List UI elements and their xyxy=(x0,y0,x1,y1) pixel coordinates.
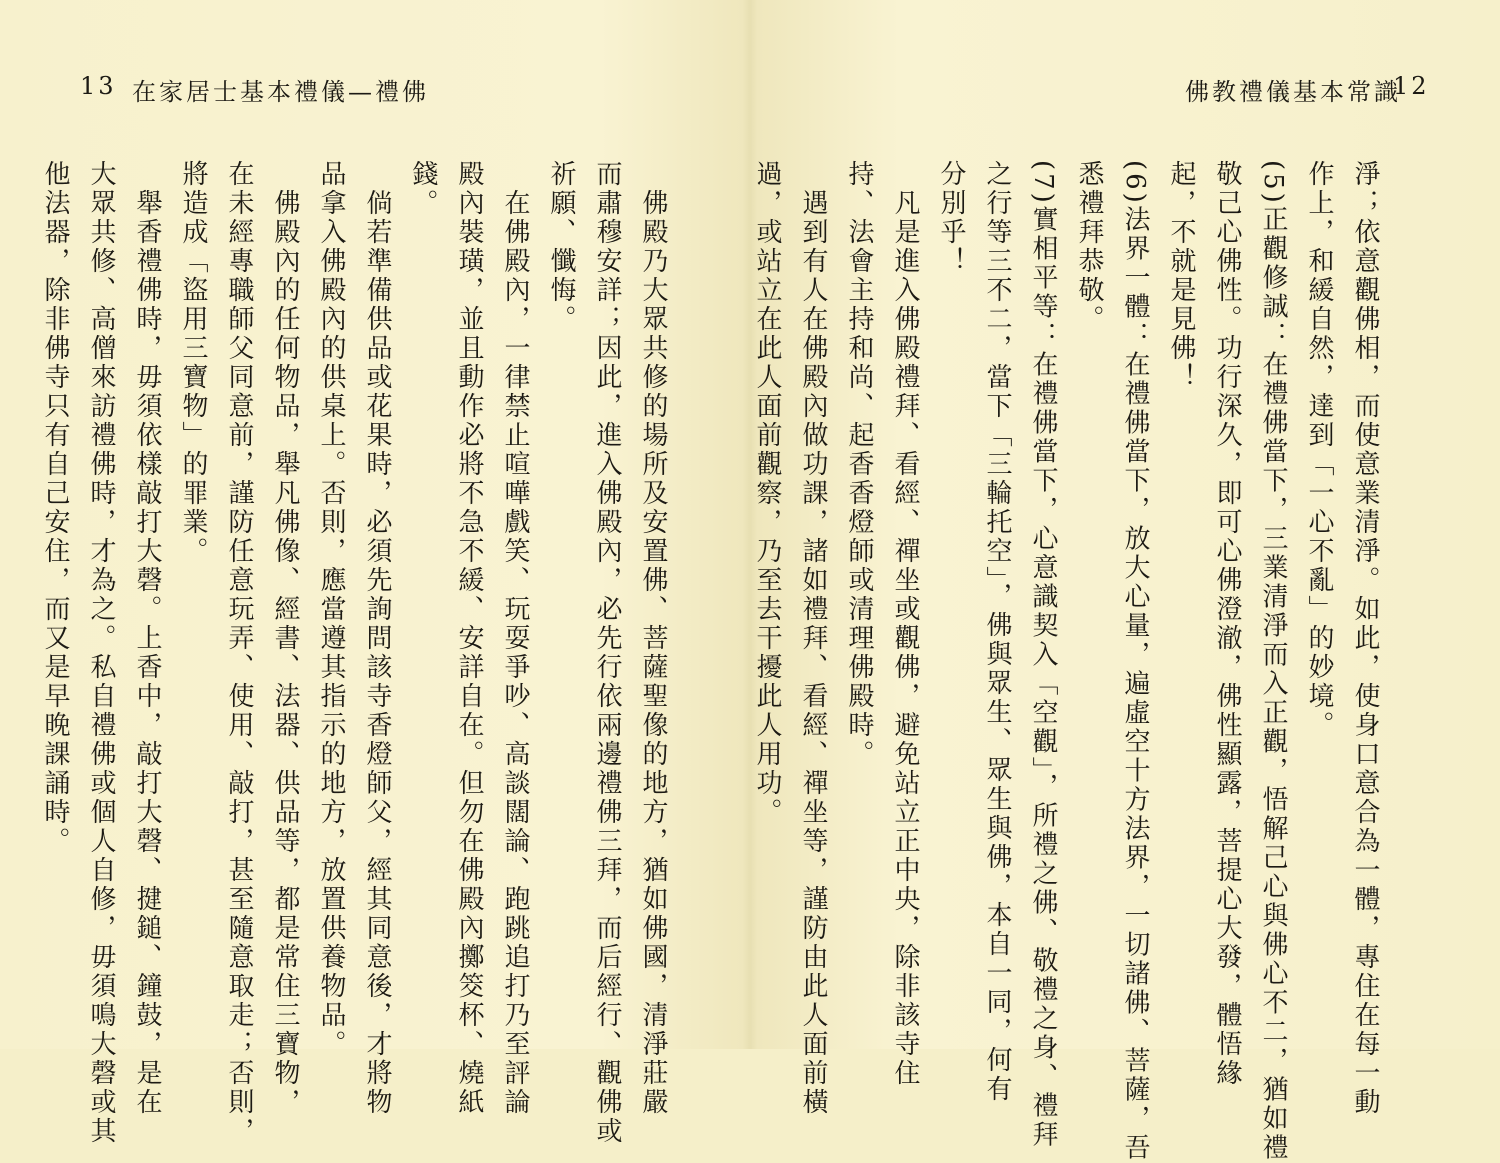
text-column: 大眾共修、高僧來訪禮佛時，才為之。私自禮佛或個人自修，毋須鳴大磬或其 xyxy=(86,160,116,1146)
text-column: 品拿入佛殿內的供桌上。否則，應當遵其指示的地方，放置供養物品。 xyxy=(316,160,346,1059)
body-text xyxy=(752,160,1388,1163)
text-column: 他法器，除非佛寺只有自己安住，而又是早晚課誦時。 xyxy=(40,160,70,856)
left-page xyxy=(0,0,750,1146)
text-column: 作上，和緩自然，達到「一心不亂」的妙境。 xyxy=(1304,160,1334,740)
text-column: (7)實相平等：在禮佛當下，心意識契入「空觀」，所禮之佛、敬禮之身、禮拜 xyxy=(1028,160,1058,1150)
running-title: 佛教禮儀基本常識 xyxy=(1185,78,1401,106)
text-column: 將造成「盜用三寶物」的罪業。 xyxy=(178,160,208,566)
text-column: 而肅穆安詳；因此，進入佛殿內，必先行依兩邊禮佛三拜，而后經行、觀佛或 xyxy=(592,160,622,1146)
text-column: 在未經專職師父同意前，謹防任意玩弄、使用、敲打，甚至隨意取走；否則， xyxy=(224,160,254,1146)
text-column: 悉禮拜恭敬。 xyxy=(1074,160,1104,334)
body-text xyxy=(40,160,676,1146)
text-column: (5)正觀修誠：在禮佛當下，三業清淨而入正觀，悟解己心與佛心不二，猶如禮 xyxy=(1258,160,1288,1163)
text-column: 殿內裝璜，並且動作必將不急不緩、安詳自在。但勿在佛殿內擲筊杯、燒紙 xyxy=(454,160,484,1117)
text-column: 佛殿內的任何物品，舉凡佛像、經書、法器、供品等，都是常住三寶物， xyxy=(270,160,300,1117)
text-column: 持、法會主持和尚、起香香燈師或清理佛殿時。 xyxy=(844,160,874,769)
text-column: 佛殿乃大眾共修的場所及安置佛、菩薩聖像的地方，猶如佛國，清淨莊嚴 xyxy=(638,160,668,1117)
text-column: (6)法界一體：在禮佛當下，放大心量，遍虛空十方法界，一切諸佛、菩薩，吾 xyxy=(1120,160,1150,1163)
running-title: 在家居士基本禮儀—禮佛 xyxy=(132,78,429,106)
text-column: 舉香禮佛時，毋須依樣敲打大磬。上香中，敲打大磬、揵鎚、鐘鼓，是在 xyxy=(132,160,162,1117)
text-column: 倘若準備供品或花果時，必須先詢問該寺香燈師父，經其同意後，才將物 xyxy=(362,160,392,1117)
text-column: 分別乎！ xyxy=(936,160,966,276)
text-column: 在佛殿內，一律禁止喧嘩戲笑、玩耍爭吵、高談闊論、跑跳追打乃至評論 xyxy=(500,160,530,1117)
text-column: 起，不就是見佛！ xyxy=(1166,160,1196,392)
text-column: 敬己心佛性。功行深久，即可心佛澄澈，佛性顯露，菩提心大發，體悟緣 xyxy=(1212,160,1242,1088)
text-column: 凡是進入佛殿禮拜、看經、禪坐或觀佛，避免站立正中央，除非該寺住 xyxy=(890,160,920,1088)
text-column: 淨；依意觀佛相，而使意業清淨。如此，使身口意合為一體，專住在每一動 xyxy=(1350,160,1380,1117)
text-column: 過，或站立在此人面前觀察，乃至去干擾此人用功。 xyxy=(752,160,782,827)
right-page xyxy=(750,0,1500,1163)
text-column: 錢。 xyxy=(408,160,438,218)
page-number: 13 xyxy=(80,72,117,100)
page-number: 12 xyxy=(1393,72,1430,100)
text-column: 之行等三不二，當下「三輪托空」，佛與眾生、眾生與佛，本自一同，何有 xyxy=(982,160,1012,1104)
text-column: 遇到有人在佛殿內做功課，諸如禮拜、看經、禪坐等，謹防由此人面前橫 xyxy=(798,160,828,1117)
text-column: 祈願、懺悔。 xyxy=(546,160,576,334)
